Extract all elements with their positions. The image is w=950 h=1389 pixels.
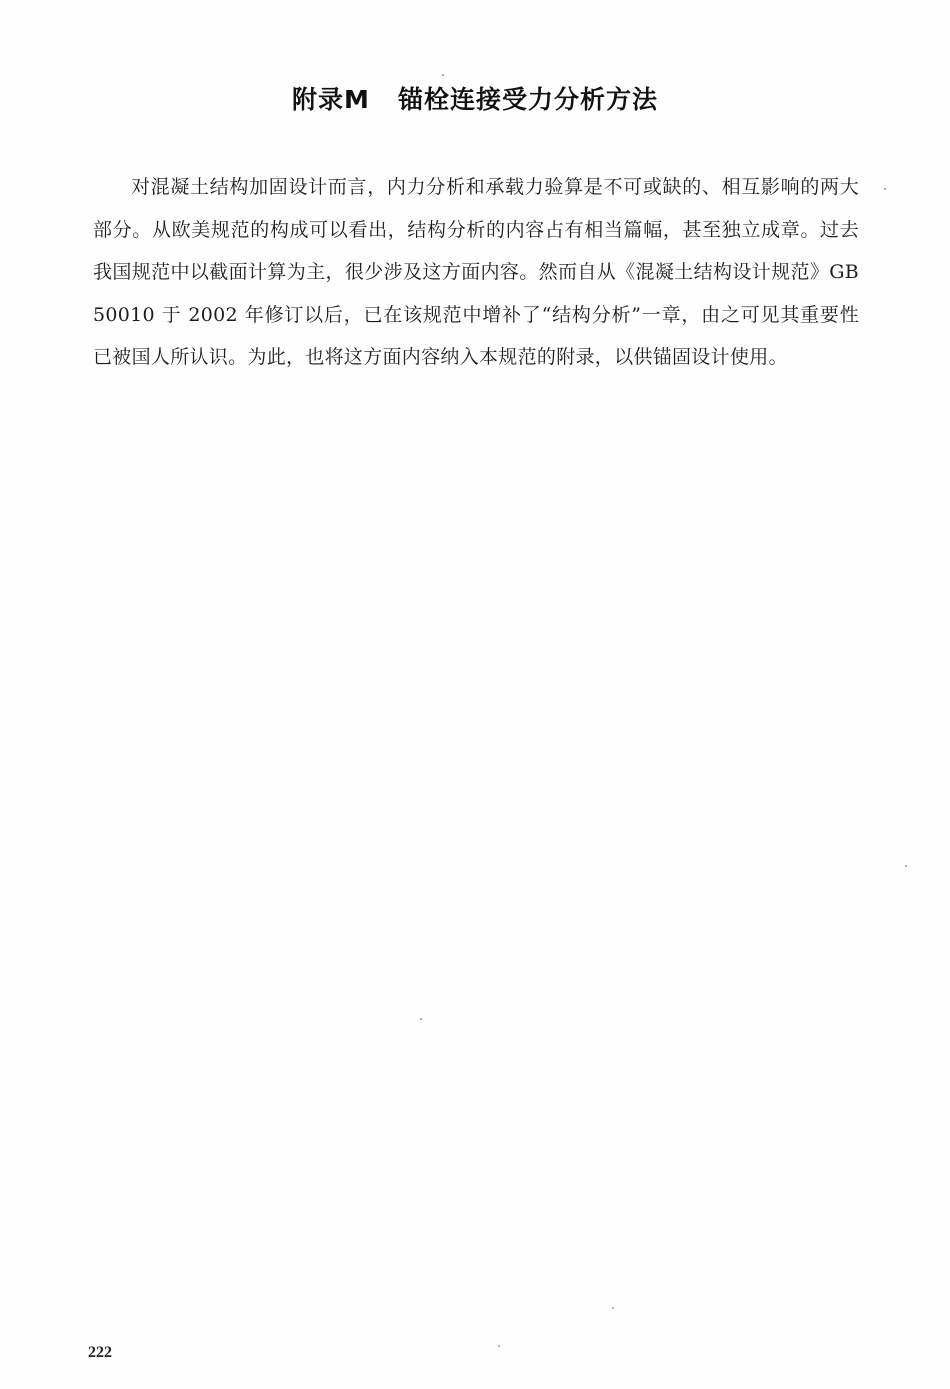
scan-speck — [442, 74, 444, 76]
appendix-title — [0, 80, 950, 116]
scan-speck — [884, 188, 886, 190]
scan-speck — [420, 1018, 422, 1020]
appendix-title-prefix: 附录M — [292, 85, 370, 114]
scan-speck — [905, 865, 907, 867]
scan-speck — [498, 1345, 500, 1347]
scan-speck — [612, 1307, 614, 1309]
page-number: 222 — [88, 1344, 112, 1361]
body-paragraph: 对混凝土结构加固设计而言，内力分析和承载力验算是不可或缺的、相互影响的两大部分。从欧美规范的构成可以看出，结构分析的内容占有相当篇幅，甚至独立成章。过去我国规范中以截面计算为主，很少涉及这方面内容。然而自从《混凝土结构设计规范》GB 50010 于 2002 年修订以后，已在该规范中增补了“结构分析”一章，由之可见其重要性已被国人所认识。为此，也将这方面内容纳入本规范的附录，以供锚固设计使用。 — [93, 176, 859, 368]
body-text — [93, 166, 859, 379]
appendix-title-main: 锚栓连接受力分析方法 — [397, 85, 658, 114]
